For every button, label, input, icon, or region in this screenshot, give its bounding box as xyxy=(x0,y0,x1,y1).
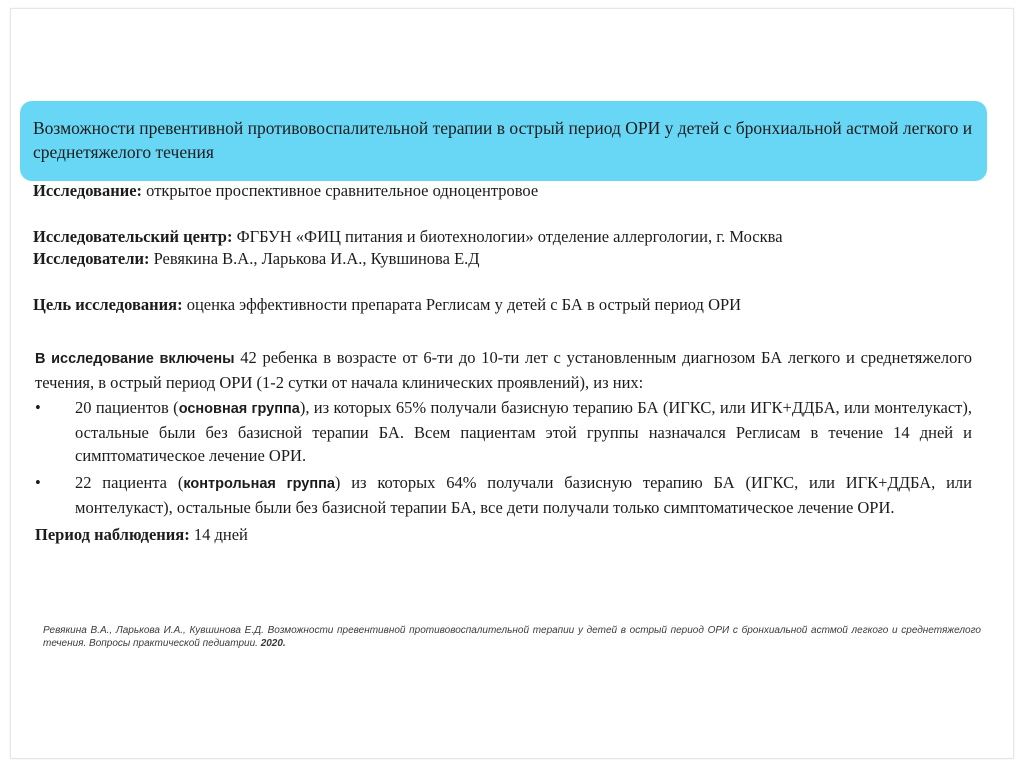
center-line xyxy=(33,226,973,248)
goal-label: Цель исследования: xyxy=(33,295,183,314)
researchers-label: Исследователи: xyxy=(33,249,150,268)
list-item-main-group xyxy=(35,396,972,467)
bullet-icon: • xyxy=(35,398,41,417)
control-group-post: ) из которых 64% получали базисную терапию БА (ИГКС, или ИГК+ДДБА, или монтелукаст), остальные были без базисной терапии БА, все дети получали только симптоматическое лечение ОРИ. xyxy=(75,473,972,517)
group-list xyxy=(35,396,972,519)
period-value: 14 дней xyxy=(189,525,248,544)
title-banner xyxy=(20,101,987,181)
citation-year: 2020. xyxy=(260,638,286,649)
study-value: открытое проспективное сравнительное одноцентровое xyxy=(142,181,539,200)
center-value: ФГБУН «ФИЦ питания и биотехнологии» отделение аллергологии, г. Москва xyxy=(232,227,783,246)
observation-period xyxy=(35,523,972,546)
included-value: 42 ребенка в возрасте от 6-ти до 10-ти лет с установленным диагнозом БА легкого и среднетяжелого течения, в острый период ОРИ (1-2 сутки от начала клинических проявлений), из них: xyxy=(35,348,972,392)
goal-value: оценка эффективности препарата Реглисам у детей с БА в острый период ОРИ xyxy=(182,295,742,314)
included-label: В исследование включены xyxy=(35,351,235,367)
bullet-icon: • xyxy=(35,473,41,492)
citation xyxy=(43,624,981,650)
slide-title: Возможности превентивной противовоспалительной терапии в острый период ОРИ у детей с бронхиальной астмой легкого и среднетяжелого течения xyxy=(33,118,973,162)
citation-text: Ревякина В.А., Ларькова И.А., Кувшинова Е.Д. Возможности превентивной противовоспалительной терапии у детей в острый период ОРИ с бронхиальной астмой легкого и среднетяжелого течения. Вопросы практической педиатрии. xyxy=(43,625,981,649)
inclusion-paragraph xyxy=(35,346,972,394)
researchers-value: Ревякина В.А., Ларькова И.А., Кувшинова Е.Д xyxy=(149,249,480,268)
control-group-pre: 22 пациента ( xyxy=(75,473,184,492)
main-group-label: основная группа xyxy=(178,401,300,417)
period-label: Период наблюдения: xyxy=(35,525,190,544)
goal-line xyxy=(33,294,973,316)
study-line xyxy=(33,180,973,202)
control-group-label: контрольная группа xyxy=(183,476,335,492)
list-item-control-group xyxy=(35,471,972,519)
center-label: Исследовательский центр: xyxy=(33,227,233,246)
inclusion-section xyxy=(35,346,972,546)
main-group-post: ), из которых 65% получали базисную терапию БА (ИГКС, или ИГК+ДДБА, или монтелукаст), остальные были без базисной терапии БА. Всем пациентам этой группы назначался Реглисам в течение 14 дней и симптоматическое лечение ОРИ. xyxy=(75,398,972,465)
study-label: Исследование: xyxy=(33,181,143,200)
researchers-line xyxy=(33,248,973,270)
main-group-pre: 20 пациентов ( xyxy=(75,398,179,417)
